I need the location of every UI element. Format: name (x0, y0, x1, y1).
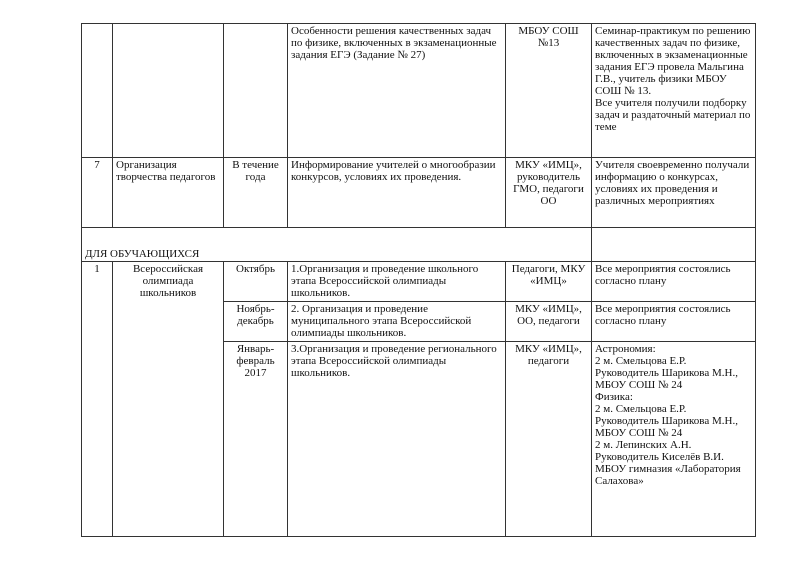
num-cell: 1 (81, 261, 113, 537)
date-cell (223, 23, 288, 158)
date-cell: Ноябрь-декабрь (223, 301, 288, 342)
topic-cell: 3.Организация и проведение регионального этапа Всероссийской олимпиады школьников. (287, 341, 506, 537)
topic-cell: 2. Организация и проведение муниципального этапа Всероссийской олимпиады школьников. (287, 301, 506, 342)
date-cell: Октябрь (223, 261, 288, 302)
topic-cell: Особенности решения качественных задач по физике, включенных в экзаменационные задания ЕГЭ (Задание № 27) (287, 23, 506, 158)
section-heading: ДЛЯ ОБУЧАЮЩИХСЯ (81, 227, 592, 262)
date-cell: В течение года (223, 157, 288, 228)
place-cell: МКУ «ИМЦ», ОО, педагоги (505, 301, 592, 342)
name-cell: Всероссийская олимпиада школьников (112, 261, 224, 537)
result-cell: Семинар-практикум по решению качественных задач по физике, включенных в экзаменационные задания ЕГЭ провела Мальгина Г.В., учитель физики МБОУ СОШ № 13. Все учителя получили подборку задач и раздаточный материал по теме (591, 23, 756, 158)
place-cell: Педагоги, МКУ «ИМЦ» (505, 261, 592, 302)
result-cell: Учителя своевременно получали информацию о конкурсах, условиях их проведения и различных мероприятиях (591, 157, 756, 228)
place-cell: МБОУ СОШ №13 (505, 23, 592, 158)
date-cell: Январь-февраль 2017 (223, 341, 288, 537)
result-cell: Все мероприятия состоялись согласно плану (591, 301, 756, 342)
place-cell: МКУ «ИМЦ», педагоги (505, 341, 592, 537)
result-cell (591, 227, 756, 262)
topic-cell: Информирование учителей о многообразии конкурсов, условиях их проведения. (287, 157, 506, 228)
topic-cell: 1.Организация и проведение школьного этапа Всероссийской олимпиады школьников. (287, 261, 506, 302)
num-cell: 7 (81, 157, 113, 228)
name-cell (112, 23, 224, 158)
result-cell: Астрономия: 2 м. Смельцова Е.Р. Руководитель Шарикова М.Н., МБОУ СОШ № 24 Физика: 2 м. Смельцова Е.Р. Руководитель Шарикова М.Н., МБОУ СОШ № 24 2 м. Лепинских А.Н. Руководитель Киселёв В.И. МБОУ гимназия «Лаборатория Салахова» (591, 341, 756, 537)
result-cell: Все мероприятия состоялись согласно плану (591, 261, 756, 302)
place-cell: МКУ «ИМЦ», руководитель ГМО, педагоги ОО (505, 157, 592, 228)
name-cell: Организация творчества педагогов (112, 157, 224, 228)
num-cell (81, 23, 113, 158)
